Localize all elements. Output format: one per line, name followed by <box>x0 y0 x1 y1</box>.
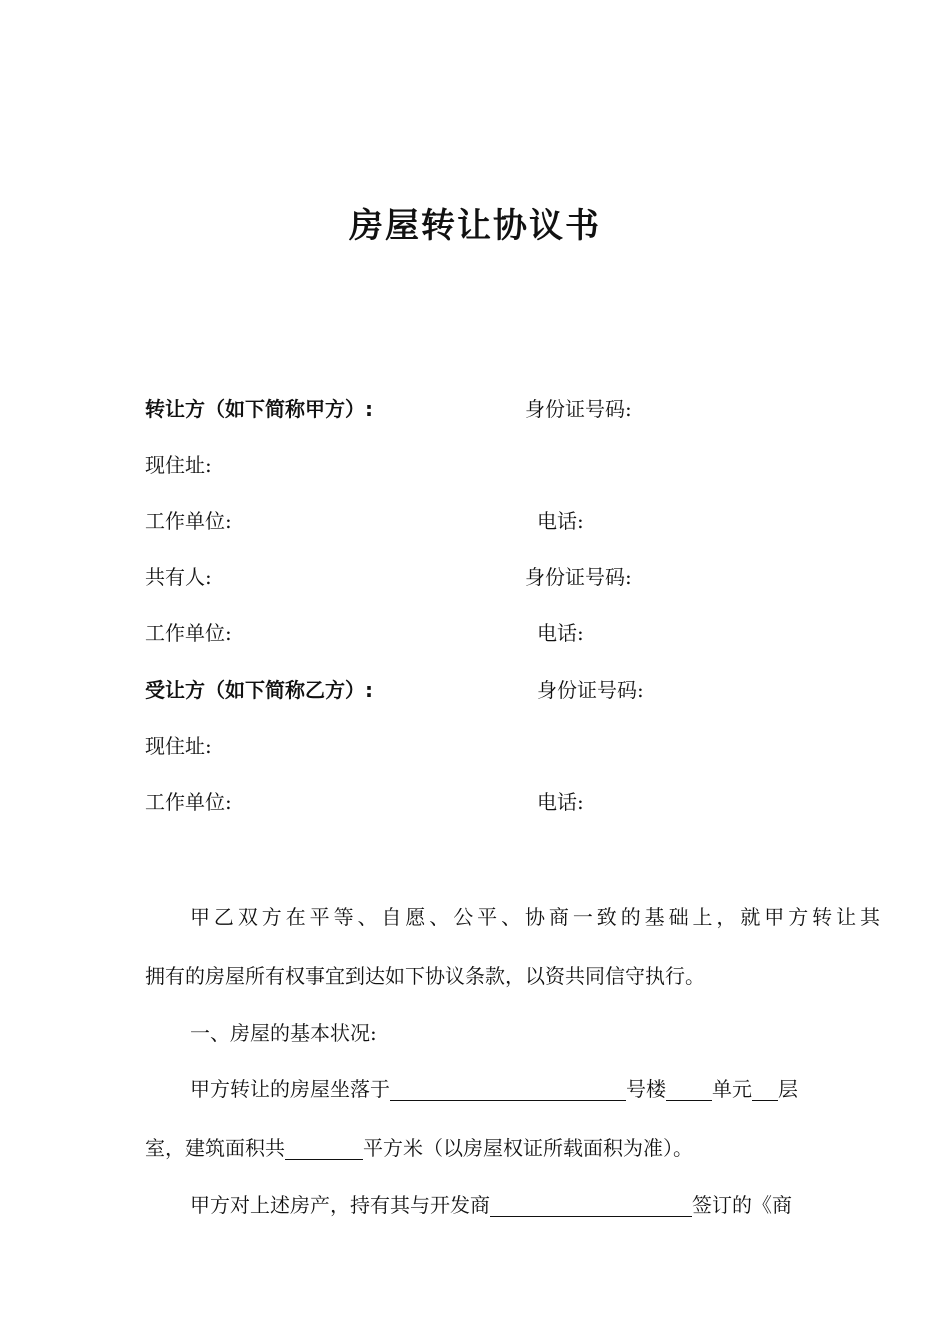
co-owner-label: 共有人: <box>145 565 212 589</box>
room-area-text: 室，建筑面积共 <box>145 1136 285 1160</box>
document-title: 房屋转让协议书 <box>349 206 601 246</box>
party-a-id-label: 身份证号码: <box>525 397 632 421</box>
floor-blank <box>752 1080 778 1101</box>
area-blank <box>285 1139 363 1160</box>
co-owner-row <box>145 565 632 589</box>
building-label: 号楼 <box>626 1077 666 1101</box>
party-a-phone-label: 电话: <box>537 509 584 533</box>
party-b-address-label: 现住址: <box>145 734 212 758</box>
party-a-row <box>145 397 632 421</box>
developer-blank <box>490 1196 692 1217</box>
location-blank <box>390 1080 626 1101</box>
party-b-phone-label: 电话: <box>537 790 584 814</box>
party-b-address-row <box>145 734 212 758</box>
party-a-address-label: 现住址: <box>145 453 212 477</box>
unit-label: 单元 <box>712 1077 752 1101</box>
co-owner-work-row <box>145 621 584 645</box>
floor-label: 层 <box>778 1077 798 1101</box>
intro-line-1: 甲乙双方在平等、自愿、公平、协商一致的基础上，就甲方转让其 <box>190 905 880 929</box>
contract-tail-text: 签订的《商 <box>692 1193 792 1217</box>
party-b-row <box>145 678 644 702</box>
contract-text: 甲方对上述房产，持有其与开发商 <box>190 1193 490 1217</box>
area-unit-text: 平方米（以房屋权证所载面积为准）。 <box>363 1136 693 1160</box>
section-1-heading: 一、房屋的基本状况: <box>190 1021 377 1045</box>
party-a-address-row <box>145 453 212 477</box>
party-a-work-label: 工作单位: <box>145 509 232 533</box>
party-b-label: 受让方（如下简称乙方）: <box>145 678 373 702</box>
location-text: 甲方转让的房屋坐落于 <box>190 1077 390 1101</box>
party-b-work-row <box>145 790 584 814</box>
intro-line-2: 拥有的房屋所有权事宜到达如下协议条款，以资共同信守执行。 <box>145 964 705 988</box>
party-b-id-label: 身份证号码: <box>537 678 644 702</box>
co-owner-phone-label: 电话: <box>537 621 584 645</box>
location-line <box>145 1077 880 1101</box>
co-owner-work-label: 工作单位: <box>145 621 232 645</box>
co-owner-id-label: 身份证号码: <box>525 565 632 589</box>
party-a-work-row <box>145 509 584 533</box>
area-line <box>145 1136 835 1160</box>
unit-blank <box>666 1080 712 1101</box>
party-b-work-label: 工作单位: <box>145 790 232 814</box>
party-a-label: 转让方（如下简称甲方）: <box>145 397 373 421</box>
contract-line <box>145 1193 880 1217</box>
